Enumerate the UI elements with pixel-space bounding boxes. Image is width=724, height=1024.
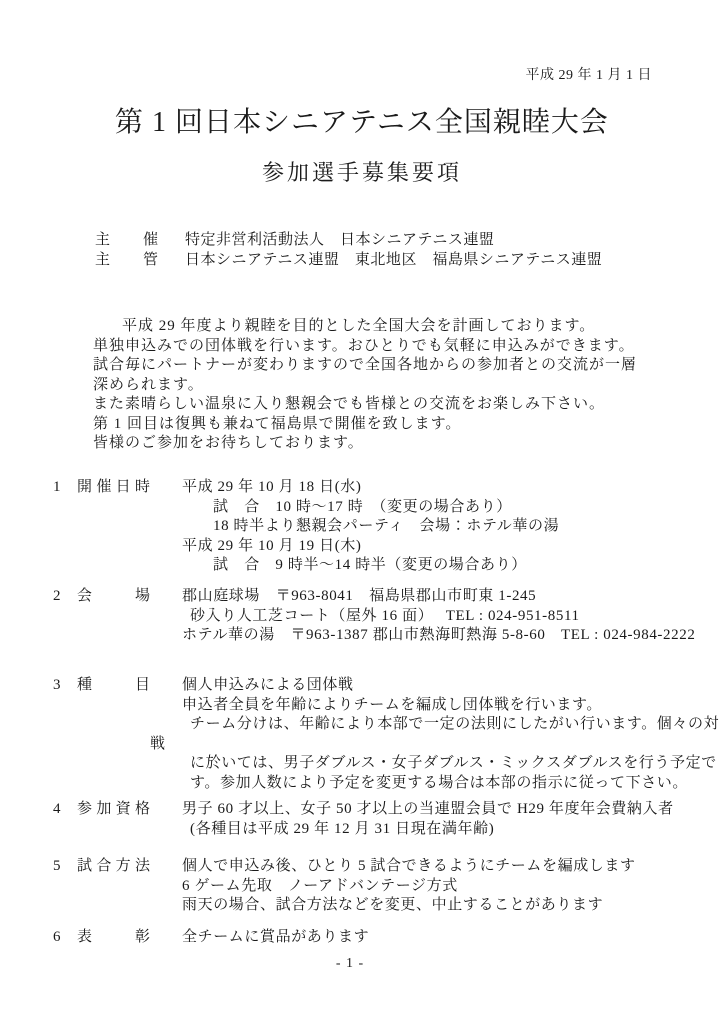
section-content: [182, 857, 636, 916]
page-number: - 1 -: [335, 956, 365, 971]
section-label: 会場: [77, 588, 150, 604]
section-label: 表彰: [77, 929, 150, 945]
section-number: 4: [53, 801, 61, 817]
section-line: ホテル華の湯 〒963-1387 郡山市熱海町熱海 5-8-60 TEL : 024-984-2222: [182, 627, 696, 643]
section-line: 全チームに賞品があります: [182, 929, 370, 945]
organizer-value: 特定非営利活動法人 日本シニアテニス連盟: [185, 232, 495, 248]
section-number: 3: [53, 677, 61, 693]
section-line: 個人申込みによる団体戦: [182, 677, 354, 693]
section-number: 5: [53, 858, 61, 874]
section-line: 雨天の場合、試合方法などを変更、中止することがあります: [182, 897, 604, 913]
organizer-row-shusai: [95, 230, 602, 250]
section-label: 試合方法: [77, 858, 150, 874]
intro-line: 皆様のご参加をお待ちしております。: [93, 435, 364, 451]
section-line: 男子 60 才以上、女子 50 才以上の当連盟会員で H29 年度年会費納入者: [182, 801, 674, 817]
intro-paragraph: [93, 317, 637, 454]
document-title: 第 1 回日本シニアテニス全国親睦大会: [115, 107, 609, 138]
section-line: 平成 29 年 10 月 19 日(木): [182, 537, 362, 554]
section-line: 平成 29 年 10 月 18 日(水): [182, 479, 362, 495]
section-number: 6: [53, 929, 61, 945]
intro-line: 深められます。: [93, 376, 204, 393]
section-content: [182, 928, 369, 948]
section-number: 1: [53, 479, 61, 495]
section-line: 申込者全員を年齢によりチームを編成し団体戦を行います。: [182, 696, 603, 713]
section-label: 開催日時: [77, 479, 150, 495]
section-line: 試 合 9 時半～14 時半（変更の場合あり）: [213, 557, 527, 573]
section-line: (各種目は平成 29 年 12 月 31 日現在満年齢): [190, 820, 495, 837]
section-line: に於いては、男子ダブルス・女子ダブルス・ミックスダブルスを行う予定で: [190, 755, 717, 771]
intro-line: 単独申込みでの団体戦を行います。おひとりでも気軽に申込みができます。: [93, 337, 635, 354]
intro-line: 平成 29 年度より親睦を目的とした全国大会を計画しております。: [122, 318, 596, 334]
issue-date: 平成 29 年 1 月 1 日: [525, 68, 652, 83]
section-line: 郡山庭球場 〒963-8041 福島県郡山市町東 1-245: [182, 588, 537, 604]
section-number: 2: [53, 588, 61, 604]
section-label: 種目: [77, 677, 150, 693]
intro-line: 試合毎にパートナーが変わりますので全国各地からの参加者との交流が一層: [93, 357, 638, 373]
organizer-value: 日本シニアテニス連盟 東北地区 福島県シニアテニス連盟: [185, 252, 603, 268]
section-line: 砂入り人工芝コート（屋外 16 面） TEL : 024-951-8511: [190, 607, 580, 624]
section-content: [182, 478, 559, 576]
section-content: [182, 587, 695, 646]
organizer-label: 主催: [95, 232, 158, 248]
section-label: 参加資格: [77, 801, 150, 817]
intro-line: また素晴らしい温泉に入り懇親会でも皆様との交流をお楽しみ下さい。: [93, 396, 606, 412]
organizer-row-shukan: [95, 250, 602, 270]
document-subtitle: 参加選手募集要項: [261, 160, 462, 185]
section-line: 18 時半より懇親会パーティ 会場：ホテル華の湯: [213, 518, 560, 534]
section-line: 戦: [150, 735, 166, 752]
organizer-label: 主管: [95, 252, 158, 268]
section-content: [150, 676, 720, 793]
section-content: [182, 800, 674, 839]
section-line: 6 ゲーム先取 ノーアドバンテージ方式: [182, 877, 458, 894]
organizer-block: [95, 230, 602, 270]
section-line: チーム分けは、年齢により本部で一定の法則にしたがい行います。個々の対: [190, 716, 720, 732]
section-line: す。参加人数により予定を変更する場合は本部の指示に従って下さい。: [190, 774, 689, 791]
intro-line: 第 1 回目は復興も兼ねて福島県で開催を致します。: [93, 415, 462, 432]
section-line: 試 合 10 時～17 時 （変更の場合あり）: [213, 498, 512, 515]
section-line: 個人で申込み後、ひとり 5 試合できるようにチームを編成します: [182, 858, 636, 874]
